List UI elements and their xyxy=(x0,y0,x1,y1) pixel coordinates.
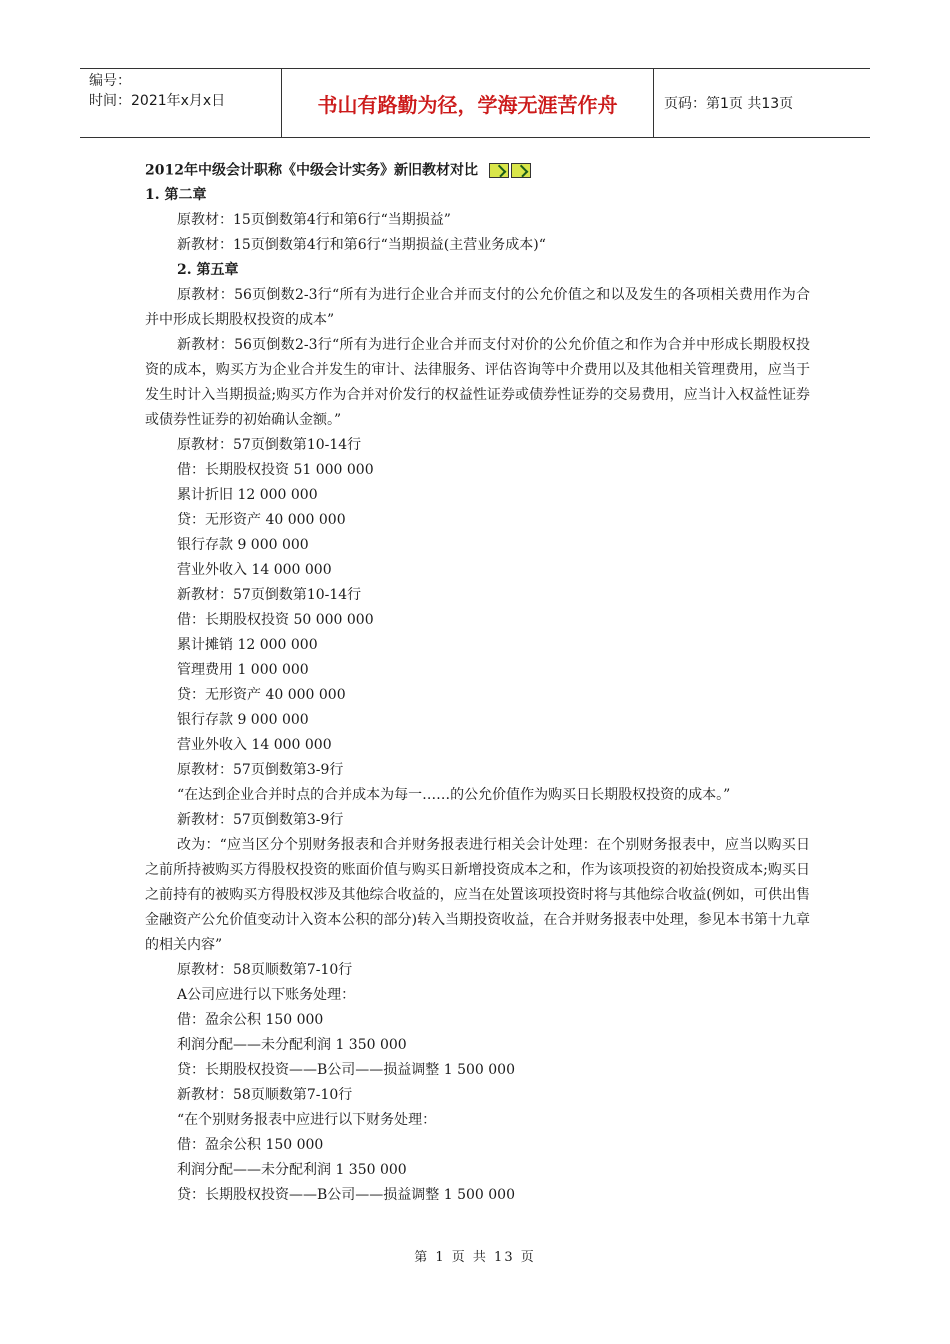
text-line: 借：盈余公积 150 000 xyxy=(177,1012,324,1028)
text-line: 原教材：57页倒数第10-14行 xyxy=(177,437,362,453)
paragraph: 新教材：56页倒数2-3行“所有为进行企业合并而支付对价的公允价值之和作为合并中形成长期股权投资的成本，购买方为企业合并发生的审计、法律服务、评估咨询等中介费用以及其他相关管理费用，应当于发生时计入当期损益;购买方作为合并对价发行的权益性证券或债券性证券的交易费用，应当计入权益性证券或债券性证券的初始确认金额。” xyxy=(145,337,810,428)
text-line: 原教材：58页顺数第7-10行 xyxy=(177,962,353,978)
chapter-heading: 1. 第二章 xyxy=(145,187,207,203)
paragraph: 原教材：56页倒数2-3行“所有为进行企业合并而支付的公允价值之和以及发生的各项相关费用作为合并中形成长期股权投资的成本” xyxy=(145,287,810,328)
document-title-text: 2012年中级会计职称《中级会计实务》新旧教材对比 xyxy=(145,162,478,179)
footer-page-number: 第 1 页 共 13 页 xyxy=(414,1250,536,1265)
number-label: 编号： xyxy=(89,73,131,89)
text-line: 新教材：58页顺数第7-10行 xyxy=(177,1087,353,1103)
page-header xyxy=(80,68,870,138)
document-title xyxy=(145,158,810,183)
text-line: 银行存款 9 000 000 xyxy=(177,537,309,553)
text-line: 原教材：15页倒数第4行和第6行“当期损益” xyxy=(177,212,451,228)
text-line: 借：长期股权投资 50 000 000 xyxy=(177,612,374,628)
chapter-heading: 2. 第五章 xyxy=(177,262,239,278)
paragraph: “在达到企业合并时点的合并成本为每一……的公允价值作为购买日长期股权投资的成本。” xyxy=(177,787,731,803)
text-line: “在个别财务报表中应进行以下财务处理： xyxy=(177,1112,437,1128)
text-line: 营业外收入 14 000 000 xyxy=(177,737,332,753)
paragraph: 改为：“应当区分个别财务报表和合并财务报表进行相关会计处理：在个别财务报表中，应当以购买日之前所持被购买方得股权投资的账面价值与购买日新增投资成本之和，作为该项投资的初始投资成本;购买日之前持有的被购买方得股权涉及其他综合收益的，应当在处置该项投资时将与其他综合收益(例如，可供出售金融资产公允价值变动计入资本公积的部分)转入当期投资收益，在合并财务报表中处理，参见本书第十九章的相关内容” xyxy=(145,837,810,953)
document-body xyxy=(145,158,810,1208)
text-line: 利润分配——未分配利润 1 350 000 xyxy=(177,1162,407,1178)
header-motto: 书山有路勤为径，学海无涯苦作舟 xyxy=(282,69,654,137)
text-line: 新教材：57页倒数第3-9行 xyxy=(177,812,344,828)
text-line: 累计折旧 12 000 000 xyxy=(177,487,318,503)
text-line: 累计摊销 12 000 000 xyxy=(177,637,318,653)
text-line: 借：盈余公积 150 000 xyxy=(177,1137,324,1153)
text-line: 新教材：15页倒数第4行和第6行“当期损益(主营业务成本)“ xyxy=(177,237,546,253)
text-line: 贷：长期股权投资——B公司——损益调整 1 500 000 xyxy=(177,1187,515,1203)
header-info-cell xyxy=(80,69,282,137)
text-line: 银行存款 9 000 000 xyxy=(177,712,309,728)
header-page-info: 页码：第1页 共13页 xyxy=(664,96,794,112)
text-line: 原教材：57页倒数第3-9行 xyxy=(177,762,344,778)
text-line: 贷：无形资产 40 000 000 xyxy=(177,512,346,528)
text-line: 借：长期股权投资 51 000 000 xyxy=(177,462,374,478)
text-line: 贷：无形资产 40 000 000 xyxy=(177,687,346,703)
text-line: 新教材：57页倒数第10-14行 xyxy=(177,587,362,603)
bookmark-icon xyxy=(511,163,531,178)
page-footer xyxy=(0,1246,950,1265)
bookmark-icon xyxy=(489,163,509,178)
text-line: 利润分配——未分配利润 1 350 000 xyxy=(177,1037,407,1053)
link-icons xyxy=(489,158,533,183)
text-line: 管理费用 1 000 000 xyxy=(177,662,309,678)
text-line: 贷：长期股权投资——B公司——损益调整 1 500 000 xyxy=(177,1062,515,1078)
text-line: 营业外收入 14 000 000 xyxy=(177,562,332,578)
text-line: A公司应进行以下账务处理： xyxy=(177,987,356,1003)
date-label: 时间：2021年x月x日 xyxy=(89,93,226,109)
